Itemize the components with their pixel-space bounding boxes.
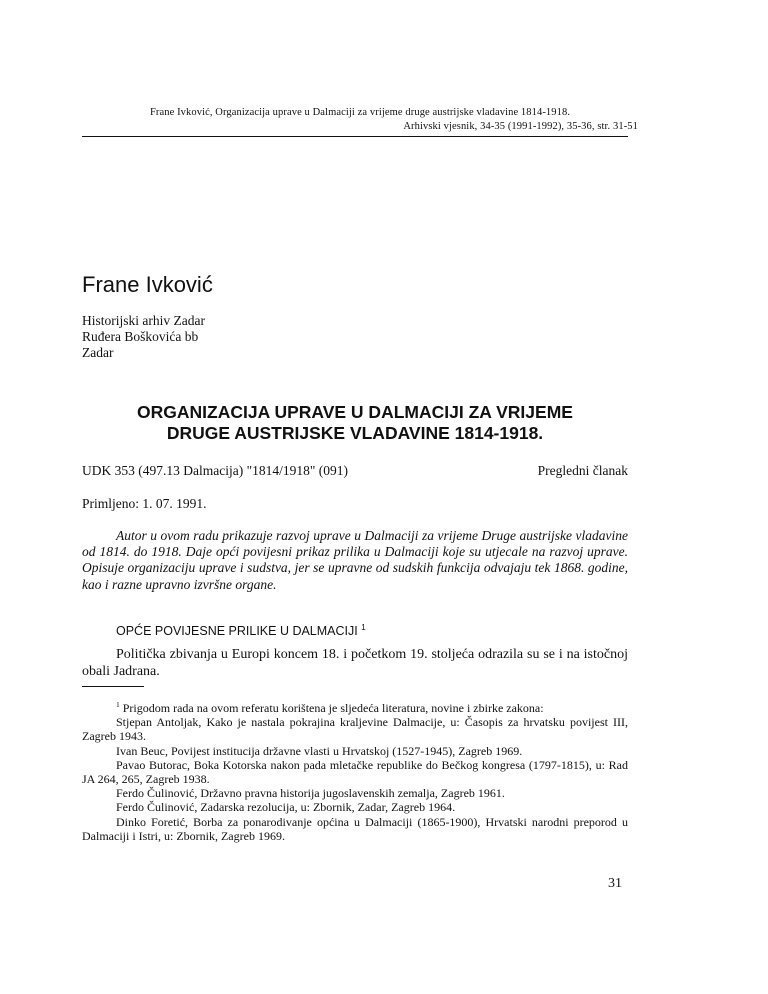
footnote-entry: Dinko Foretić, Borba za ponarodivanje općina u Dalmaciji (1865-1900), Hrvatski narodni preporod u Dalmaciji i Istri, u: Zbornik, Zagreb 1969. [82, 814, 628, 843]
author-name: Frane Ivković [82, 272, 213, 297]
author-affiliation [82, 313, 205, 361]
footnote-mark: 1 [116, 700, 120, 709]
footnote-rule [82, 686, 144, 687]
abstract: Autor u ovom radu prikazuje razvoj uprave u Dalmaciji za vrijeme Druge austrijske vladavine od 1814. do 1918. Daje opći povijesni prikaz prilika u Dalmaciji koje su utjecale na razvoj uprave. Opisuje organizaciju uprave i sudstva, jer se upravne od sudskih funkcija odvajaju tek 1868. godine, kao i razne upravno izvršne organe. [82, 528, 628, 592]
header-rule [82, 136, 628, 137]
udk-classification: UDK 353 (497.13 Dalmacija) "1814/1918" (091) [82, 463, 348, 478]
footnote-reference: 1 [361, 623, 366, 632]
running-head-citation: Frane Ivković, Organizacija uprave u Dalmaciji za vrijeme druge austrijske vladavine 1814-1918. [149, 107, 571, 118]
footnotes [82, 698, 628, 843]
article-title-line1: ORGANIZACIJA UPRAVE U DALMACIJI ZA VRIJEME [137, 402, 573, 422]
section-heading [116, 620, 366, 639]
page-number: 31 [608, 876, 622, 891]
footnote-entry: $^1$ Prigodom rada na ovom referatu korištena je sljedeća literatura, novine i zbirke zakona: [116, 700, 544, 715]
section-heading-text: OPĆE POVIJESNE PRILIKE U DALMACIJI [116, 624, 358, 639]
footnote-entry: Pavao Butorac, Boka Kotorska nakon pada mletačke republike do Bečkog kongresa (1797-1815), u: Rad JA 264, 265, Zagreb 1938. [82, 757, 628, 787]
article-title [82, 402, 628, 444]
article-title-line2: DRUGE AUSTRIJSKE VLADAVINE 1814-1918. [166, 423, 544, 443]
footnote-entry: Stjepan Antoljak, Kako je nastala pokrajina kraljevine Dalmacije, u: Časopis za hrvatsku povijest III, Zagreb 1943. [82, 715, 628, 744]
footnote-entry: Ivan Beuc, Povijest institucija državne vlasti u Hrvatskoj (1527-1945), Zagreb 1969. [116, 743, 523, 758]
running-head [82, 106, 638, 134]
affiliation-institution: Historijski arhiv Zadar [82, 313, 205, 328]
article-type: Pregledni članak [537, 463, 628, 478]
affiliation-city: Zadar [82, 345, 114, 360]
running-head-journal: Arhivski vjesnik, 34-35 (1991-1992), 35-36, str. 31-51 [403, 121, 638, 132]
received-date: Primljeno: 1. 07. 1991. [82, 496, 207, 511]
classification-row [82, 463, 628, 479]
footnote-entry: Ferdo Čulinović, Zadarska rezolucija, u: Zbornik, Zadar, Zagreb 1964. [116, 800, 456, 815]
footnote-entry: Ferdo Čulinović, Državno pravna historija jugoslavenskih zemalja, Zagreb 1961. [116, 786, 505, 801]
affiliation-street: Ruđera Boškovića bb [82, 329, 199, 344]
body-paragraph: Politička zbivanja u Europi koncem 18. i početkom 19. stoljeća odrazila su se i na istočnoj obali Jadrana. [82, 647, 628, 679]
